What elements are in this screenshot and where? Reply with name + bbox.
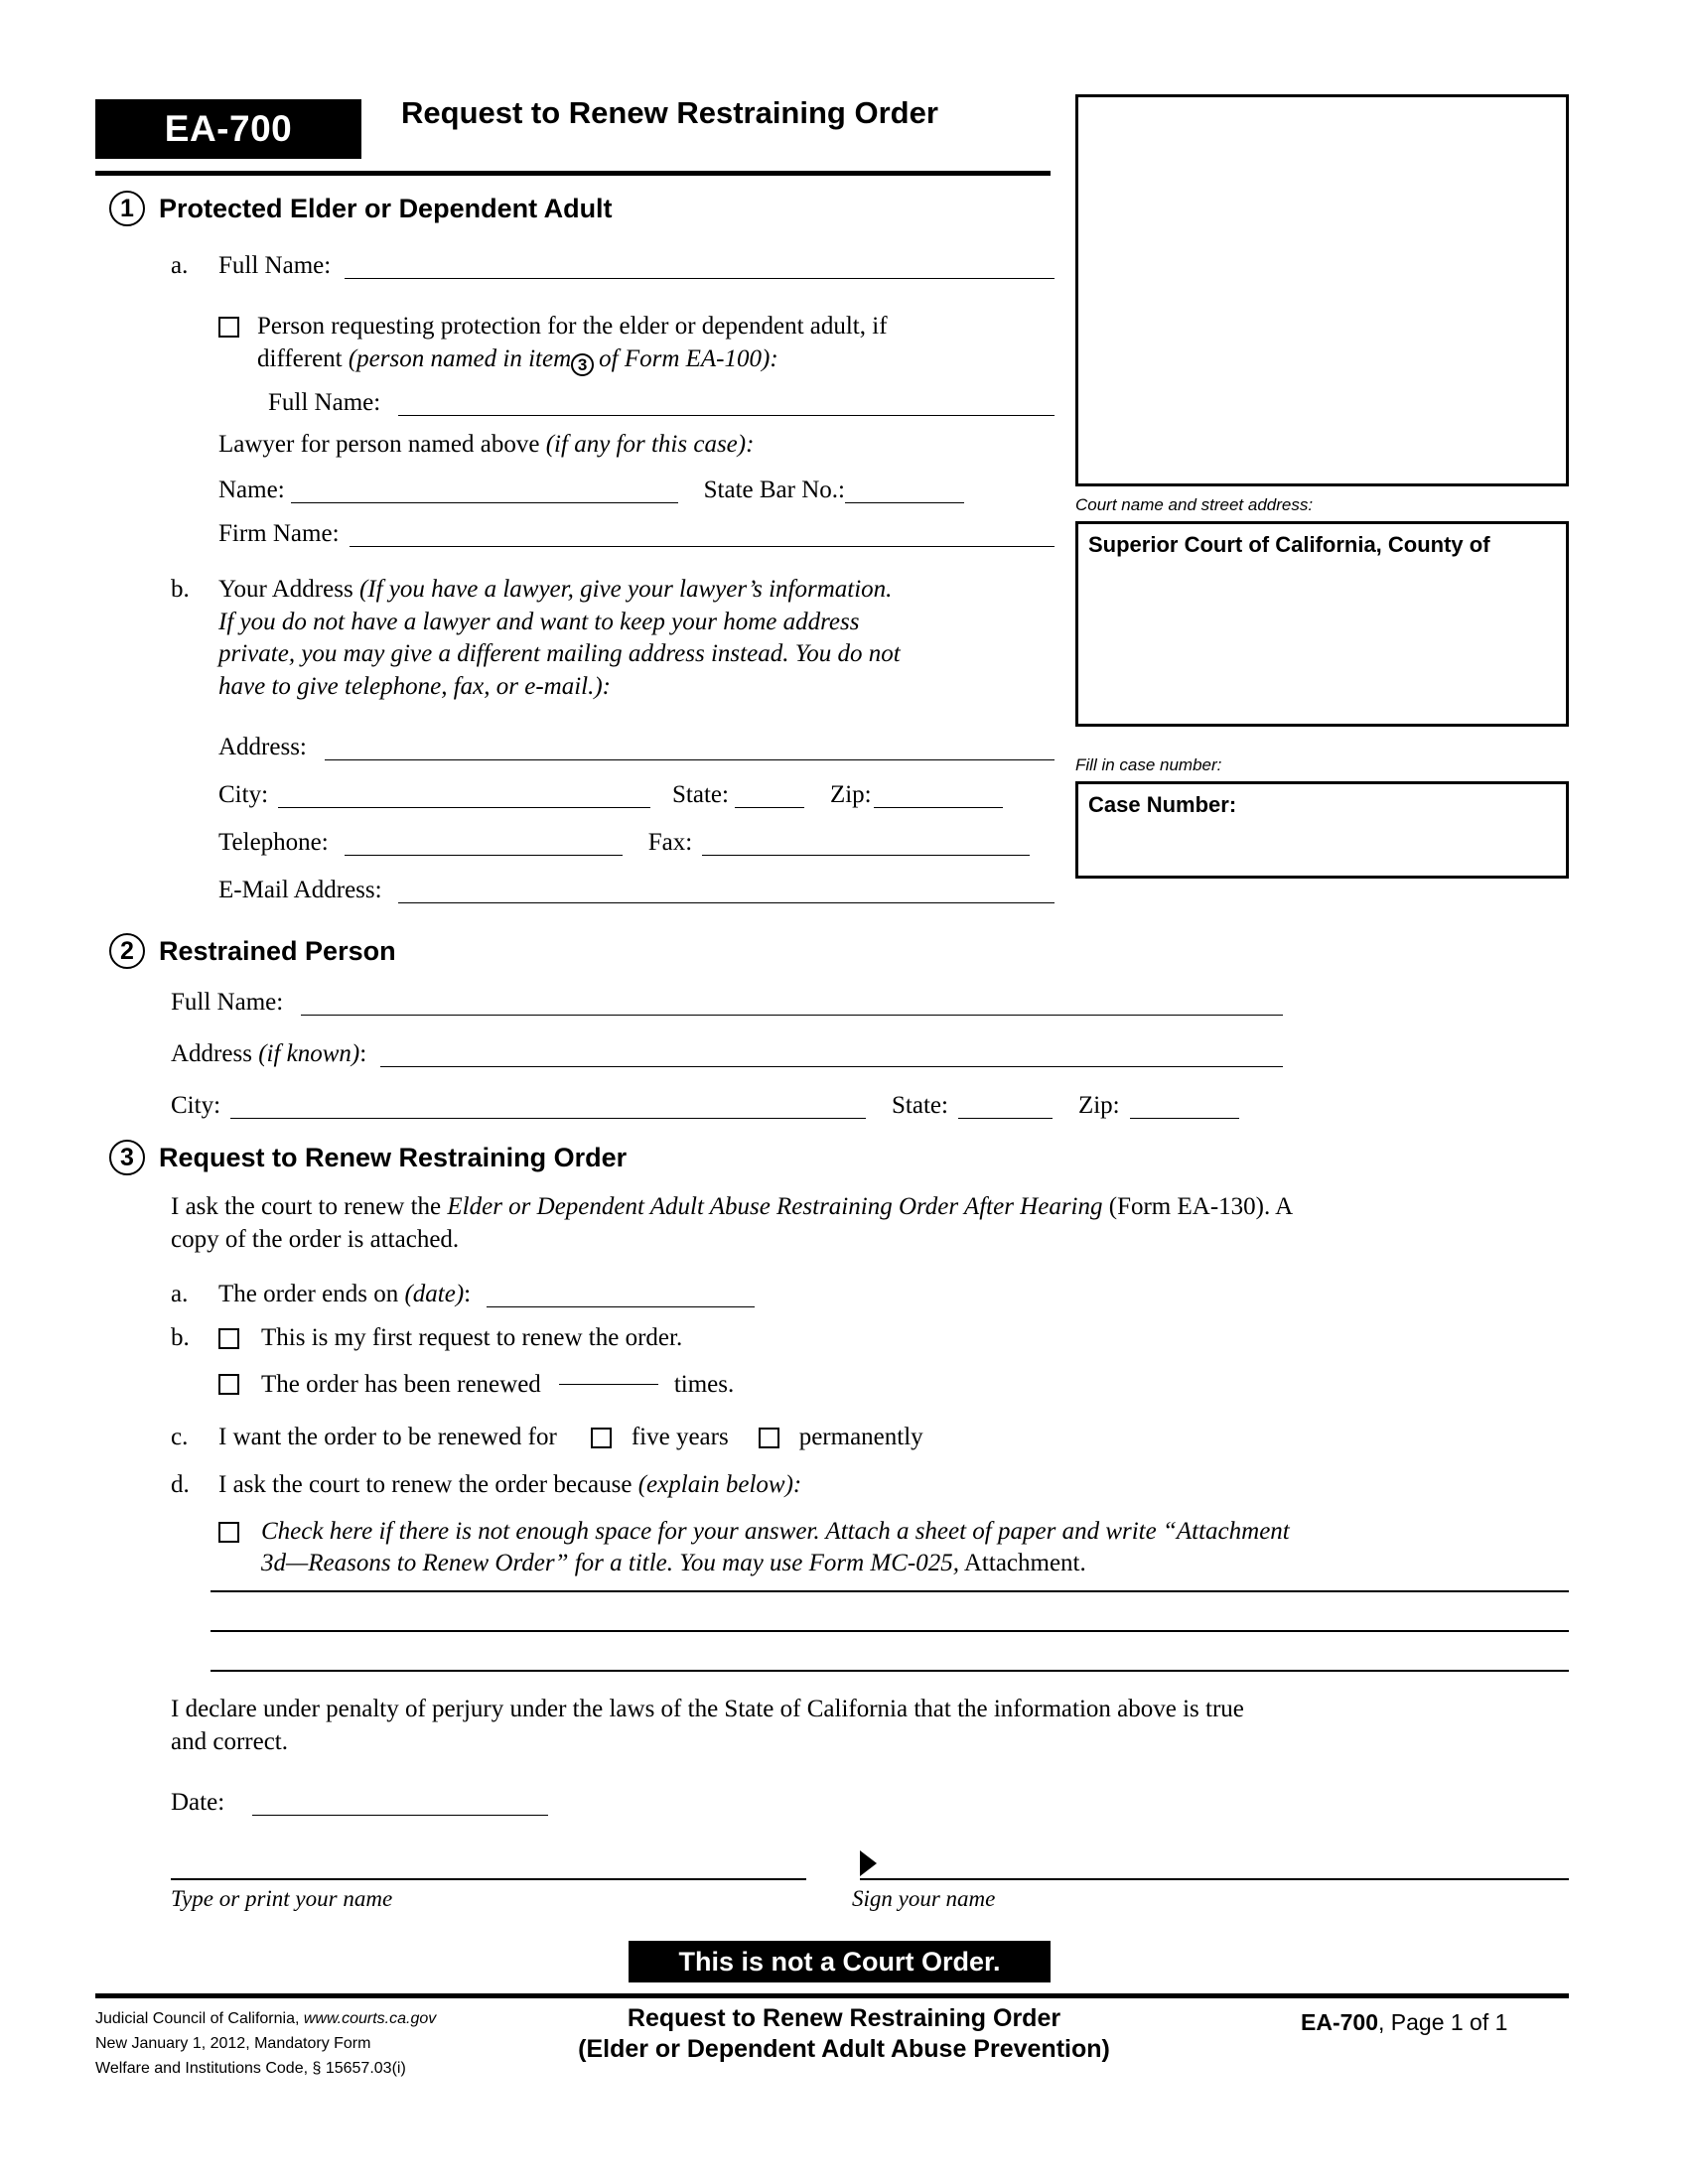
clerk-stamp-box <box>1075 94 1569 486</box>
restrained-address-label-italic: (if known) <box>258 1040 360 1067</box>
requesting-person-text-line1: Person requesting protection for the elder or dependent adult, if <box>257 313 888 340</box>
form-number-text: EA-700 <box>164 108 293 149</box>
email-label: E-Mail Address: <box>218 877 382 903</box>
not-court-order-text: This is not a Court Order. <box>678 1946 1001 1977</box>
your-address-italic-l2: If you do not have a lawyer and want to keep your home address <box>218 608 860 635</box>
section-3-number: 3 <box>109 1140 145 1175</box>
field-protected-full-name <box>171 250 1055 283</box>
footer-title-line-2: (Elder or Dependent Adult Abuse Prevention) <box>578 2035 1110 2064</box>
section-2-title: Restrained Person <box>159 935 396 966</box>
attachment-text-line2: 3d—Reasons to Renew Order” for a title. You may use Form MC-025, <box>261 1550 959 1576</box>
restrained-state-input[interactable] <box>958 1118 1053 1119</box>
footer-page-text: , Page 1 of 1 <box>1377 2009 1508 2035</box>
field-city-state-zip <box>218 779 1055 812</box>
field-restrained-city-state-zip <box>171 1090 1283 1123</box>
city-input[interactable] <box>278 807 650 808</box>
case-number-caption: Fill in case number: <box>1075 755 1222 774</box>
order-ends-post: : <box>464 1281 472 1307</box>
footer-council-pre: Judicial Council of California, <box>95 2010 304 2027</box>
field-address <box>218 732 1055 764</box>
footer-divider <box>95 1993 1569 1998</box>
item-letter-3a: a. <box>171 1281 189 1307</box>
five-years-checkbox[interactable] <box>591 1428 612 1448</box>
renewed-times-input[interactable] <box>559 1384 658 1385</box>
lawyer-name-label: Name: <box>218 477 285 503</box>
footer-council-url: www.courts.ca.gov <box>303 2010 437 2027</box>
permanently-checkbox[interactable] <box>759 1428 779 1448</box>
state-input[interactable] <box>735 807 804 808</box>
five-years-label: five years <box>631 1424 729 1450</box>
footer-title-line-1: Request to Renew Restraining Order <box>627 2004 1061 2032</box>
not-court-order-banner <box>629 1941 1051 1982</box>
item-3b-renewal-history <box>171 1322 1114 1401</box>
case-number-box[interactable] <box>1075 781 1569 879</box>
firm-name-input[interactable] <box>350 546 1055 547</box>
header-divider <box>95 171 1051 176</box>
inline-item-3-circle: 3 <box>571 353 594 376</box>
section-1-number: 1 <box>109 191 145 226</box>
restrained-full-name-input[interactable] <box>301 1015 1283 1016</box>
explanation-line-2[interactable] <box>211 1630 1569 1632</box>
address-input[interactable] <box>325 759 1055 760</box>
declaration-date-label: Date: <box>171 1789 225 1816</box>
lawyer-label-italic: (if any for this case): <box>545 431 755 458</box>
reasons-text-pre: I ask the court to renew the order because <box>218 1471 638 1498</box>
section-3-intro-post: (Form EA-130). A <box>1102 1193 1294 1220</box>
field-requesting-person-full-name <box>268 387 1055 420</box>
restrained-city-label: City: <box>171 1092 221 1119</box>
section-3-intro <box>171 1191 1561 1256</box>
lawyer-name-input[interactable] <box>291 502 678 503</box>
fax-input[interactable] <box>702 855 1030 856</box>
declaration-line-2: and correct. <box>171 1727 288 1755</box>
telephone-label: Telephone: <box>218 829 329 856</box>
footer-revision-date: New January 1, 2012, Mandatory Form <box>95 2034 371 2052</box>
city-label: City: <box>218 781 269 808</box>
restrained-zip-input[interactable] <box>1130 1118 1239 1119</box>
restrained-state-label: State: <box>892 1092 948 1119</box>
field-restrained-full-name <box>171 987 1283 1020</box>
section-3-intro-line2: copy of the order is attached. <box>171 1225 460 1253</box>
first-request-checkbox[interactable] <box>218 1328 239 1349</box>
field-restrained-address <box>171 1038 1283 1071</box>
firm-name-label: Firm Name: <box>218 520 340 547</box>
restrained-address-input[interactable] <box>380 1066 1283 1067</box>
zip-label: Zip: <box>829 781 872 808</box>
item-3d-reasons <box>171 1469 1561 1580</box>
court-name-caption: Court name and street address: <box>1075 495 1314 514</box>
permanently-label: permanently <box>798 1424 923 1450</box>
footer-page-number <box>1301 2009 1507 2036</box>
item-letter-3b: b. <box>171 1324 190 1351</box>
address-label: Address: <box>218 734 307 760</box>
signature-line[interactable] <box>860 1878 1569 1880</box>
section-1-title: Protected Elder or Dependent Adult <box>159 193 613 223</box>
attachment-text-line1: Check here if there is not enough space for your answer. Attach a sheet of paper and write “Attachment <box>261 1517 1290 1545</box>
declaration-line-1: I declare under penalty of perjury under the laws of the State of California that the information above is true <box>171 1696 1244 1722</box>
section-1-heading <box>109 191 613 226</box>
order-ends-italic: (date) <box>404 1281 465 1307</box>
state-label: State: <box>672 781 729 808</box>
item-letter-3d: d. <box>171 1471 190 1498</box>
restrained-full-name-label: Full Name: <box>171 989 284 1016</box>
checkbox-requesting-person-group <box>218 311 1053 376</box>
item-1b-your-address <box>171 574 1055 703</box>
requesting-person-text-line2-pre: different <box>257 344 349 372</box>
fax-label: Fax: <box>647 829 693 856</box>
footer-legal-info <box>95 2007 436 2081</box>
section-3-intro-italic: Elder or Dependent Adult Abuse Restraining Order After Hearing <box>447 1193 1103 1220</box>
print-name-caption: Type or print your name <box>171 1886 393 1911</box>
requesting-person-full-name-input[interactable] <box>398 415 1055 416</box>
your-address-italic-l3: private, you may give a different mailing address instead. You do not <box>218 640 901 667</box>
restrained-address-label-post: : <box>359 1040 367 1067</box>
your-address-label: Your Address <box>218 576 359 603</box>
footer-form-number: EA-700 <box>1301 2009 1378 2035</box>
form-number-badge <box>95 99 361 159</box>
field-declaration-date <box>171 1787 548 1820</box>
item-letter-1b: b. <box>171 576 190 603</box>
your-address-italic-l4: have to give telephone, fax, or e-mail.): <box>218 672 611 700</box>
your-address-italic-l1: (If you have a lawyer, give your lawyer’s information. <box>358 576 893 603</box>
section-2-number: 2 <box>109 933 145 969</box>
field-firm-name <box>218 518 1055 551</box>
state-bar-input[interactable] <box>845 502 964 503</box>
order-ends-pre: The order ends on <box>218 1281 405 1307</box>
item-3c-renewal-duration <box>171 1422 1164 1454</box>
state-bar-label: State Bar No.: <box>703 477 845 503</box>
renewed-times-checkbox[interactable] <box>218 1374 239 1395</box>
page-title: Request to Renew Restraining Order <box>401 95 938 130</box>
requesting-person-checkbox[interactable] <box>218 317 239 338</box>
first-request-text: This is my first request to renew the order. <box>261 1324 683 1351</box>
protected-full-name-input[interactable] <box>345 278 1055 279</box>
court-name-box[interactable] <box>1075 521 1569 727</box>
perjury-declaration <box>171 1694 1561 1758</box>
footer-code-citation: Welfare and Institutions Code, § 15657.03(i) <box>95 2059 406 2077</box>
restrained-address-label-pre: Address <box>171 1040 259 1067</box>
renewal-duration-text: I want the order to be renewed for <box>218 1424 557 1450</box>
attachment-checkbox[interactable] <box>218 1522 239 1543</box>
declaration-date-input[interactable] <box>252 1815 548 1816</box>
item-letter-1a: a. <box>171 252 189 279</box>
restrained-city-input[interactable] <box>230 1118 866 1119</box>
section-3-intro-pre: I ask the court to renew the <box>171 1193 448 1220</box>
lawyer-label-pre: Lawyer for person named above <box>218 431 546 458</box>
reasons-text-italic: (explain below): <box>637 1471 802 1498</box>
requesting-person-full-name-label: Full Name: <box>268 389 381 416</box>
requesting-person-text-line2-italic-a: (person named in item <box>348 344 572 372</box>
section-2-heading <box>109 933 396 969</box>
order-end-date-input[interactable] <box>487 1306 755 1307</box>
zip-input[interactable] <box>874 807 1003 808</box>
explanation-line-3[interactable] <box>211 1670 1569 1672</box>
email-input[interactable] <box>398 902 1055 903</box>
field-lawyer-name-row <box>218 475 1055 507</box>
protected-full-name-label: Full Name: <box>218 252 332 279</box>
explanation-line-1[interactable] <box>211 1590 1569 1592</box>
print-name-line[interactable] <box>171 1878 806 1880</box>
requesting-person-text-line2-italic-b: of Form EA-100): <box>599 344 778 372</box>
renewed-times-text-post: times. <box>673 1370 735 1398</box>
lawyer-for-person-line <box>218 429 1062 462</box>
court-name-value: Superior Court of California, County of <box>1088 532 1490 557</box>
item-3a-order-end-date <box>171 1279 816 1311</box>
item-letter-3c: c. <box>171 1424 189 1450</box>
restrained-zip-label: Zip: <box>1077 1092 1120 1119</box>
case-number-label: Case Number: <box>1088 792 1237 817</box>
renewed-times-text-pre: The order has been renewed <box>261 1370 541 1398</box>
section-3-title: Request to Renew Restraining Order <box>159 1142 628 1172</box>
telephone-input[interactable] <box>345 855 623 856</box>
field-email <box>218 875 1055 907</box>
field-telephone-fax <box>218 827 1055 860</box>
signature-arrow-icon <box>860 1850 877 1876</box>
section-3-heading <box>109 1140 627 1175</box>
attachment-text-line2-post: Attachment. <box>959 1550 1086 1576</box>
footer-form-title <box>467 2003 1221 2066</box>
sign-name-caption: Sign your name <box>852 1886 996 1911</box>
